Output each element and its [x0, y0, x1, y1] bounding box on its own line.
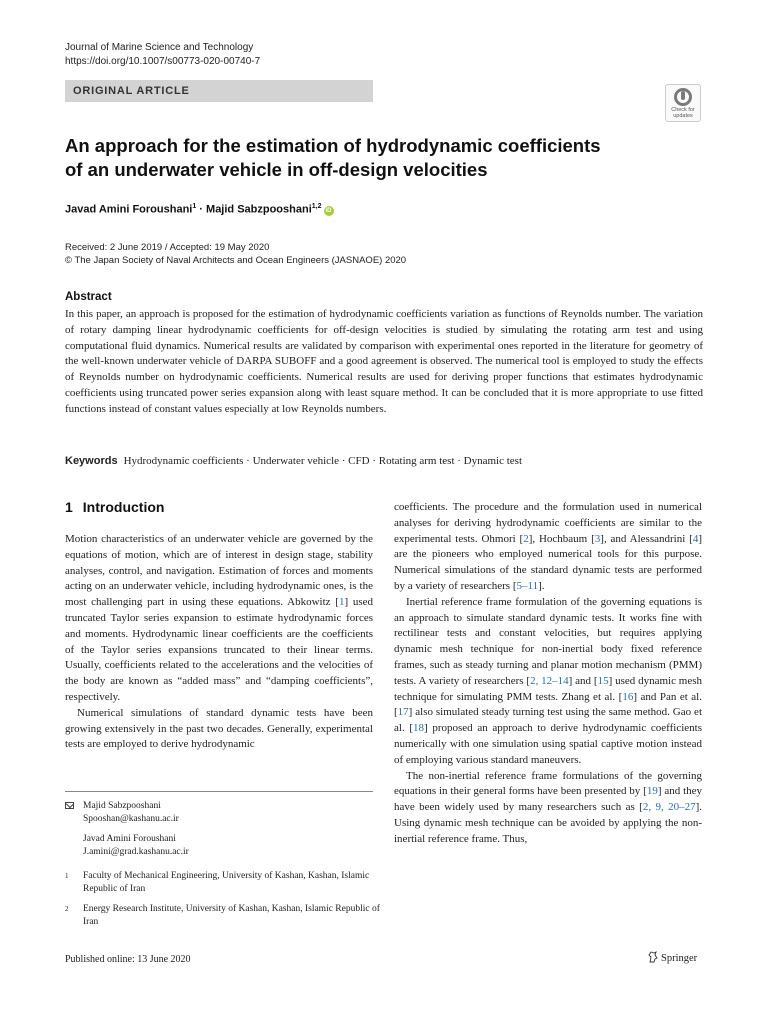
author-name: Javad Amini Foroushani [65, 203, 193, 216]
journal-header [65, 41, 260, 69]
publisher-name: Springer [661, 953, 698, 964]
check-for-updates-badge[interactable] [665, 84, 701, 122]
citation-link[interactable]: 15 [597, 674, 609, 687]
citation-link[interactable]: 4 [692, 532, 699, 545]
journal-name: Journal of Marine Science and Technology [65, 42, 254, 53]
author-name: Majid Sabzpooshani [206, 203, 312, 216]
corresponding-author-email[interactable]: Spooshan@kashanu.ac.ir [83, 813, 179, 824]
title-line-2: of an underwater vehicle in off-design velocities [65, 159, 488, 180]
springer-horse-icon [648, 951, 658, 963]
citation-link[interactable]: 18 [413, 722, 425, 735]
abstract-body: In this paper, an approach is proposed for the estimation of hydrodynamic coefficients variation as functions of Reynolds number. The variation of rotary damping linear hydrodynamic coefficients for off-design velocities is studied by simulating the rotating arm test and using computational fluid dynamics. Numerical results are validated by comparison with experimental ones reported in the literature for geometry of the well-known underwater vehicle of DARPA SUBOFF and a good agreement is observed. The numerical tool is employed to study the effects of Reynolds number on hydrodynamic coefficients. Numerical results are used for deriving proper functions that estimates hydrodynamic coefficients using truncated power series expansion along with least square method. It can be concluded that it is more appropriate to use fitted functions instead of constant values especially at low Reynolds numbers. [65, 308, 703, 415]
citation-link[interactable]: 2 [523, 532, 529, 545]
coauthor-name: Javad Amini Foroushani [83, 834, 176, 845]
citation-link[interactable]: 2, 9, 20–27 [642, 801, 696, 814]
keywords [65, 455, 705, 467]
citation-link[interactable]: 17 [397, 706, 409, 719]
paragraph: coefficients. The procedure and the formulation used in numerical analyses for deriving hydrodynamic coefficients are similar to the experimental tests. Ohmori [2], Hochbaum [3], and Alessandrini [4] are the pioneers who employed numerical tools for this purpose. Numerical simulations of the standard dynamic tests are performed by a variety of researchers [5–11]. [394, 501, 702, 592]
citation-link[interactable]: 16 [622, 690, 634, 703]
publisher-logo [648, 951, 697, 964]
copyright-notice: © The Japan Society of Naval Architects and Ocean Engineers (JASNAOE) 2020 [65, 255, 407, 266]
citation-link[interactable]: 1 [338, 596, 345, 609]
citation-link[interactable]: 5–11 [516, 579, 539, 592]
title-line-1: An approach for the estimation of hydrodynamic coefficients [65, 135, 601, 156]
author-affiliation-mark: 1,2 [311, 203, 322, 210]
right-column [394, 500, 702, 848]
paragraph: Motion characteristics of an underwater vehicle are governed by the equations of motion, which are of interest in design stage, stability analyses, control, and navigation. Estimation of forces and moments acting on an underwater vehicle, including hydrodynamic ones, is the most challenging part in using these equations. Abkowitz [1] used truncated Taylor series expansion to estimate hydrodynamic forces and moments. Hydrodynamic linear coefficients are the coefficients of the Taylor series expansions truncated to their linear terms. Usually, coefficients related to the accelerations and the velocities of the body are known as “added mass” and “damping coefficients”, respectively. [65, 533, 373, 703]
affiliation-mark: 2 [65, 905, 69, 913]
envelope-icon [65, 802, 74, 809]
doi-link[interactable]: https://doi.org/10.1007/s00773-020-00740-7 [65, 56, 261, 67]
keywords-label: Keywords [65, 455, 118, 467]
received-accepted-dates: Received: 2 June 2019 / Accepted: 19 May 2020 [65, 242, 270, 253]
citation-link[interactable]: 2, 12–14 [530, 674, 569, 687]
abstract-heading: Abstract [65, 291, 112, 303]
footnote-divider [65, 791, 373, 792]
paragraph: Inertial reference frame formulation of the governing equations is an approach to simulate standard dynamic tests. It works fine with rectilinear tests and constant velocities, but requires applying dynamic mesh technique for non-inertial body fixed reference frames, such as steady turning and planar motion mechanism (PMM) tests. A variety of researchers [2, 12–14] and [15] used dynamic mesh technique for simulating PMM tests. Zhang et al. [16] and Pan et al. [17] also simulated steady turning test using the same method. Gao et al. [18] proposed an approach to derive hydrodynamic coefficients numerically with one simulation using spatial captive motion instead of employing various standard maneuvers. [394, 595, 703, 766]
left-column [65, 532, 373, 753]
author-affiliation-mark: 1 [192, 203, 197, 210]
article-dates [65, 241, 406, 267]
paper-title [65, 134, 625, 182]
section-title: Introduction [82, 499, 165, 515]
author-list [65, 203, 334, 216]
affiliation-text: Faculty of Mechanical Engineering, University of Kashan, Kashan, Islamic Republic of Iran [83, 871, 370, 894]
article-type-band: ORIGINAL ARTICLE [65, 80, 373, 102]
affiliation-mark: 1 [65, 872, 69, 880]
orcid-icon[interactable]: iD [325, 207, 332, 214]
published-date: Published online: 13 June 2020 [65, 954, 191, 965]
corresponding-author-name: Majid Sabzpooshani [83, 801, 161, 811]
paragraph: Numerical simulations of standard dynamic tests have been growing extensively in the past two decades. Generally, experimental tests are employed to derive hydrodynamic [65, 706, 373, 751]
check-for-updates-icon [674, 88, 692, 106]
keywords-text: Hydrodynamic coefficients · Underwater vehicle · CFD · Rotating arm test · Dynamic test [123, 455, 523, 467]
section-number: 1 [65, 499, 73, 515]
coauthor-email[interactable]: J.amini@grad.kashanu.ac.ir [83, 846, 189, 857]
paragraph: The non-inertial reference frame formulations of the governing equations in their general forms have been presented by [19] and they have been widely used by many researchers such as [2, 9, 20–27]. Using dynamic mesh technique can be avoided by applying the non-inertial reference frame. Thus, [394, 769, 703, 845]
citation-link[interactable]: 19 [646, 785, 658, 798]
check-for-updates-label: Check for updates [671, 107, 695, 119]
section-heading [65, 499, 164, 515]
affiliation-text: Energy Research Institute, University of Kashan, Kashan, Islamic Republic of Iran [83, 904, 380, 927]
citation-link[interactable]: 3 [594, 532, 601, 545]
author-separator: · [196, 203, 207, 216]
